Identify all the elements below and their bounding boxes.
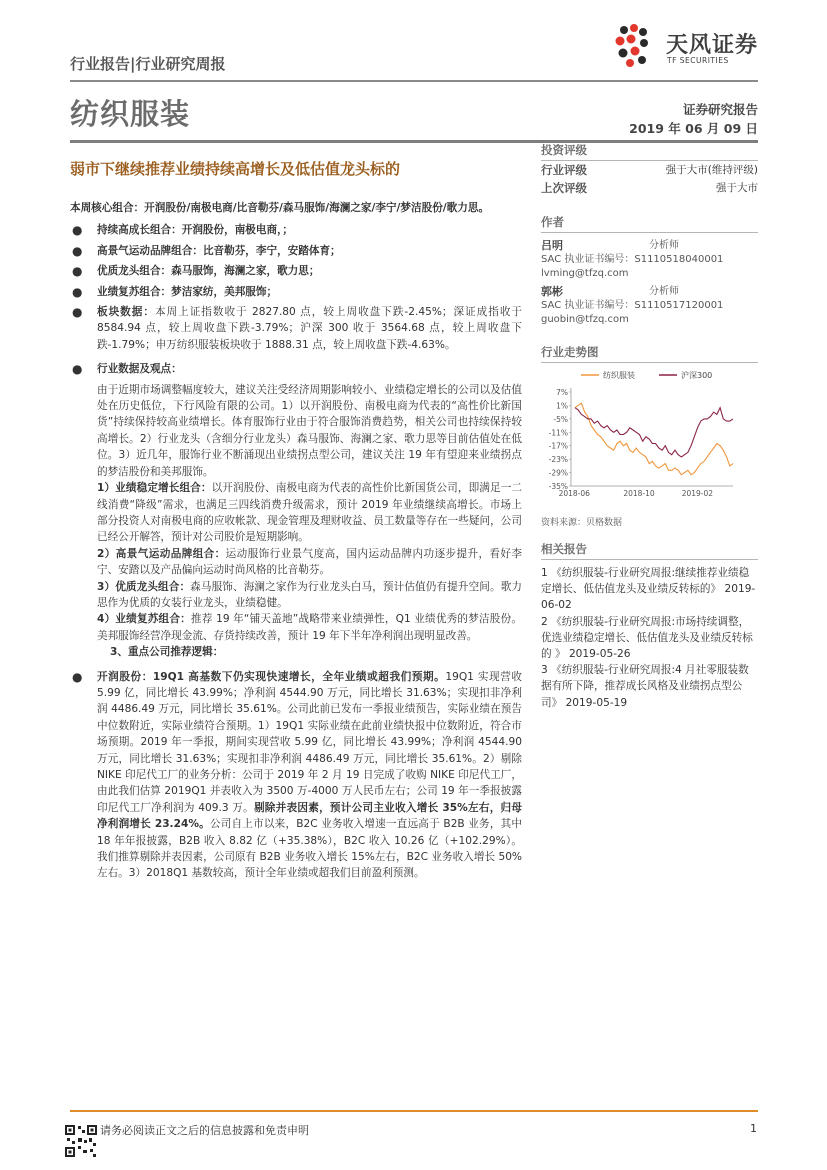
qr-code-icon <box>64 1124 98 1158</box>
authors-title: 作者 <box>541 214 758 233</box>
prev-rating-row: 上次评级 强于大市 <box>541 181 758 195</box>
legend-label: 沪深300 <box>681 371 713 380</box>
market-data: ● 板块数据：本周上证指数收于 2827.80 点，较上周收盘下跌-2.45%；深证成指收于 8584.94 点，较上周收盘下跌-3.79%；沪深 300 收于 3564.68 点，较上周收盘下跌-1.79%；申万纺织服装板块收于 1888.31 点，较上周收盘下跌-4.63%。 <box>72 305 522 351</box>
leader-paragraph: 3）优质龙头组合：森马服饰、海澜之家作为行业龙头白马，预计估值仍有提升空间。歌力思作为优质的女装行业龙头，业绩稳健。 <box>97 580 522 609</box>
bullet-icon: ● <box>72 223 83 238</box>
group-item: ● 优质龙头组合：森马服饰，海澜之家，歌力思； <box>72 264 320 279</box>
author-card: 郭彬 分析师 SAC 执业证书编号：S1110517120001 guobin@tfzq.com <box>541 285 758 327</box>
footer-divider <box>70 1110 758 1112</box>
related-report[interactable]: 2 《纺织服装-行业研究周报:市场持续调整，优选业绩稳定增长、低估值龙头及业绩反转标的 》 2019-05-26 <box>541 615 753 661</box>
y-tick-label: -23% <box>548 455 568 465</box>
authors-panel <box>541 214 758 327</box>
series-line-1 <box>575 403 733 475</box>
y-tick-label: -11% <box>548 428 568 438</box>
sports-brand-paragraph: 2）高景气运动品牌组合：运动服饰行业景气度高，国内运动品牌内功逐步提升，看好李宁、安踏以及产品偏向运动时尚风格的比音勒芬。 <box>97 547 523 577</box>
bullet-icon: ● <box>72 264 83 279</box>
bullet-icon: ● <box>72 362 83 377</box>
trend-panel <box>541 344 758 363</box>
x-tick-label: 2018-10 <box>623 489 655 498</box>
bullet-icon: ● <box>72 284 83 299</box>
y-tick-label: -29% <box>548 468 568 478</box>
report-category: 行业报告|行业研究周报 <box>70 55 226 73</box>
related-report[interactable]: 3 《纺织服装-行业研究周报:4 月社零服装数据有所下降，推荐成长风格及业绩拐点型公司》 2019-05-19 <box>541 664 749 709</box>
stable-growth-paragraph: 1）业绩稳定增长组合：以开润股份、南极电商为代表的高性价比新国货公司，即满足一二线消费“降级”需求，也满足三四线消费升级需求，预计 2019 年业绩继续高增长。市场上部分投资人对南极电商的应收帐款、现金管理及理财收益、员工数量等存在一些疑问，公司已经公开解答，预计对公司股价是短期影响。 <box>97 482 523 544</box>
related-report[interactable]: 1 《纺织服装-行业研究周报:继续推荐业绩稳定增长、低估值龙头及业绩反转标的》 2019-06-02 <box>541 567 756 612</box>
trend-title: 行业走势图 <box>541 344 758 363</box>
report-title: 弱市下继续推荐业绩持续高增长及低估值龙头标的 <box>70 160 401 178</box>
y-tick-label: -5% <box>553 414 568 424</box>
recovery-paragraph: 4）业绩复苏组合：推荐 19 年“铺天盖地”战略带来业绩弹性，Q1 业绩优秀的梦洁股份。美邦服饰经营净现金流、存货持续改善，预计 19 年下半年净利润出现明显改善。 <box>97 613 522 642</box>
header-divider <box>70 80 758 82</box>
related-panel <box>541 541 758 711</box>
y-tick-label: -17% <box>548 441 568 451</box>
series-line-2 <box>575 408 733 457</box>
industry-name: 纺织服装 <box>70 97 191 131</box>
rating-title: 投资评级 <box>541 142 758 161</box>
x-tick-label: 2019-02 <box>681 489 714 498</box>
related-title: 相关报告 <box>541 541 758 560</box>
bullet-icon: ● <box>72 669 83 684</box>
group-item: ● 业绩复苏组合：梦洁家纺，美邦服饰； <box>72 284 278 299</box>
legend-label: 纺织服装 <box>603 371 635 380</box>
bullet-icon: ● <box>72 243 83 258</box>
rating-row: 行业评级 强于大市(维持评级) <box>541 163 758 177</box>
y-tick-label: 7% <box>556 388 568 397</box>
company-kr: ● 开润股份：19Q1 高基数下仍实现快速增长，全年业绩或超我们预期。19Q1 实现营收 5.99 亿，同比增长 43.99%；净利润 4544.90 万元，同比增长 31.63%；实现扣非净利润 4486.49 万元，同比增长 35.61%。公司此前已发布一季报业绩预告，实际业绩在预告中位数附近，实际业绩符合预期。1）19Q1 实际业绩在此前业绩快报中位数附近，符合市场预期。2019 年一季报，期间实现营收 5.99 亿，同比增长 43.99%；净利润 4544.90 万元，同比增长 31.63%；实现扣非净利润 4486.49 万元，同比增长 35.61%。2）剔除 NIKE 印尼代工厂的业务分析：公司于 2019 年 2 月 19 日完成了收购 NIKE 印尼代工厂，由此我们估算 2019Q1 并表收入为 3500 万-4000 万人民币左右；公司 19 年一季报披露印尼代工厂净利润为 409.3 万。剔除并表因素，预计公司主业收入增长 35%左右，归母净利润增长 23.24%。公司自上市以来，B2C 业务收入增速一直远高于 B2B 业务，其中 18 年年报披露，B2B 收入 8.82 亿（+35.38%），B2C 收入 10.26 亿（+102.29%）。我们推算剔除并表因素，公司原有 B2B 业务收入增长 15%左右，B2C 业务收入增长 50%左右。3）2018Q1 基数较高，预计全年业绩或超我们目前盈利预测。 <box>72 669 523 880</box>
report-date: 2019 年 06 月 09 日 <box>629 121 758 136</box>
group-item: ● 高景气运动品牌组合：比音勒芬，李宁，安踏体育； <box>72 243 341 258</box>
logo-name: 天风证券 <box>666 33 759 58</box>
main-content <box>70 200 522 886</box>
footer-disclaimer: 请务必阅读正文之后的信息披露和免责申明 <box>100 1124 309 1137</box>
logo-english: TF SECURITIES <box>667 56 729 65</box>
y-tick-label: 1% <box>556 401 568 411</box>
group-item: ● 持续高成长组合：开润股份，南极电商，； <box>72 223 293 238</box>
rating-panel <box>541 142 758 197</box>
bullet-icon: ● <box>72 305 83 320</box>
core-portfolio: 本周核心组合：开润股份/南极电商/比音勒芬/森马服饰/海澜之家/李宁/梦洁股份/歌力思。 <box>70 202 490 214</box>
report-type: 证券研究报告 <box>682 102 758 117</box>
page-number: 1 <box>750 1122 757 1135</box>
trend-chart <box>541 366 758 508</box>
author-card: 吕明 分析师 SAC 执业证书编号：S1110518040001 lvming@tfzq.com <box>541 239 758 281</box>
x-tick-label: 2018-06 <box>558 489 590 498</box>
author-email[interactable]: lvming@tfzq.com <box>541 268 629 279</box>
y-tick-label: -35% <box>548 482 568 491</box>
views-paragraph: 由于近期市场调整幅度较大，建议关注受经济周期影响较小、业绩稳定增长的公司以及估值处在历史低位，下行风险有限的公司。1）以开润股份、南极电商为代表的“高性价比新国货”持续保持较高业绩增长。体育服饰行业由于符合服饰消费趋势，相关公司也持续保持较高增长。2）行业龙头（含细分行业龙头）森马服饰、海澜之家、歌力思等目前估值处在低位。3）近几年，服饰行业不断涌现出业绩拐点型公司，建议关注 19 年有望迎来业绩拐点的梦洁股份和美邦服饰。 <box>97 383 522 478</box>
industry-views-heading: ● 行业数据及观点： <box>72 362 182 377</box>
section-heading: 3、重点公司推荐逻辑： <box>110 646 224 659</box>
chart-source: 资料来源：贝格数据 <box>541 518 623 528</box>
author-email[interactable]: guobin@tfzq.com <box>541 314 629 325</box>
